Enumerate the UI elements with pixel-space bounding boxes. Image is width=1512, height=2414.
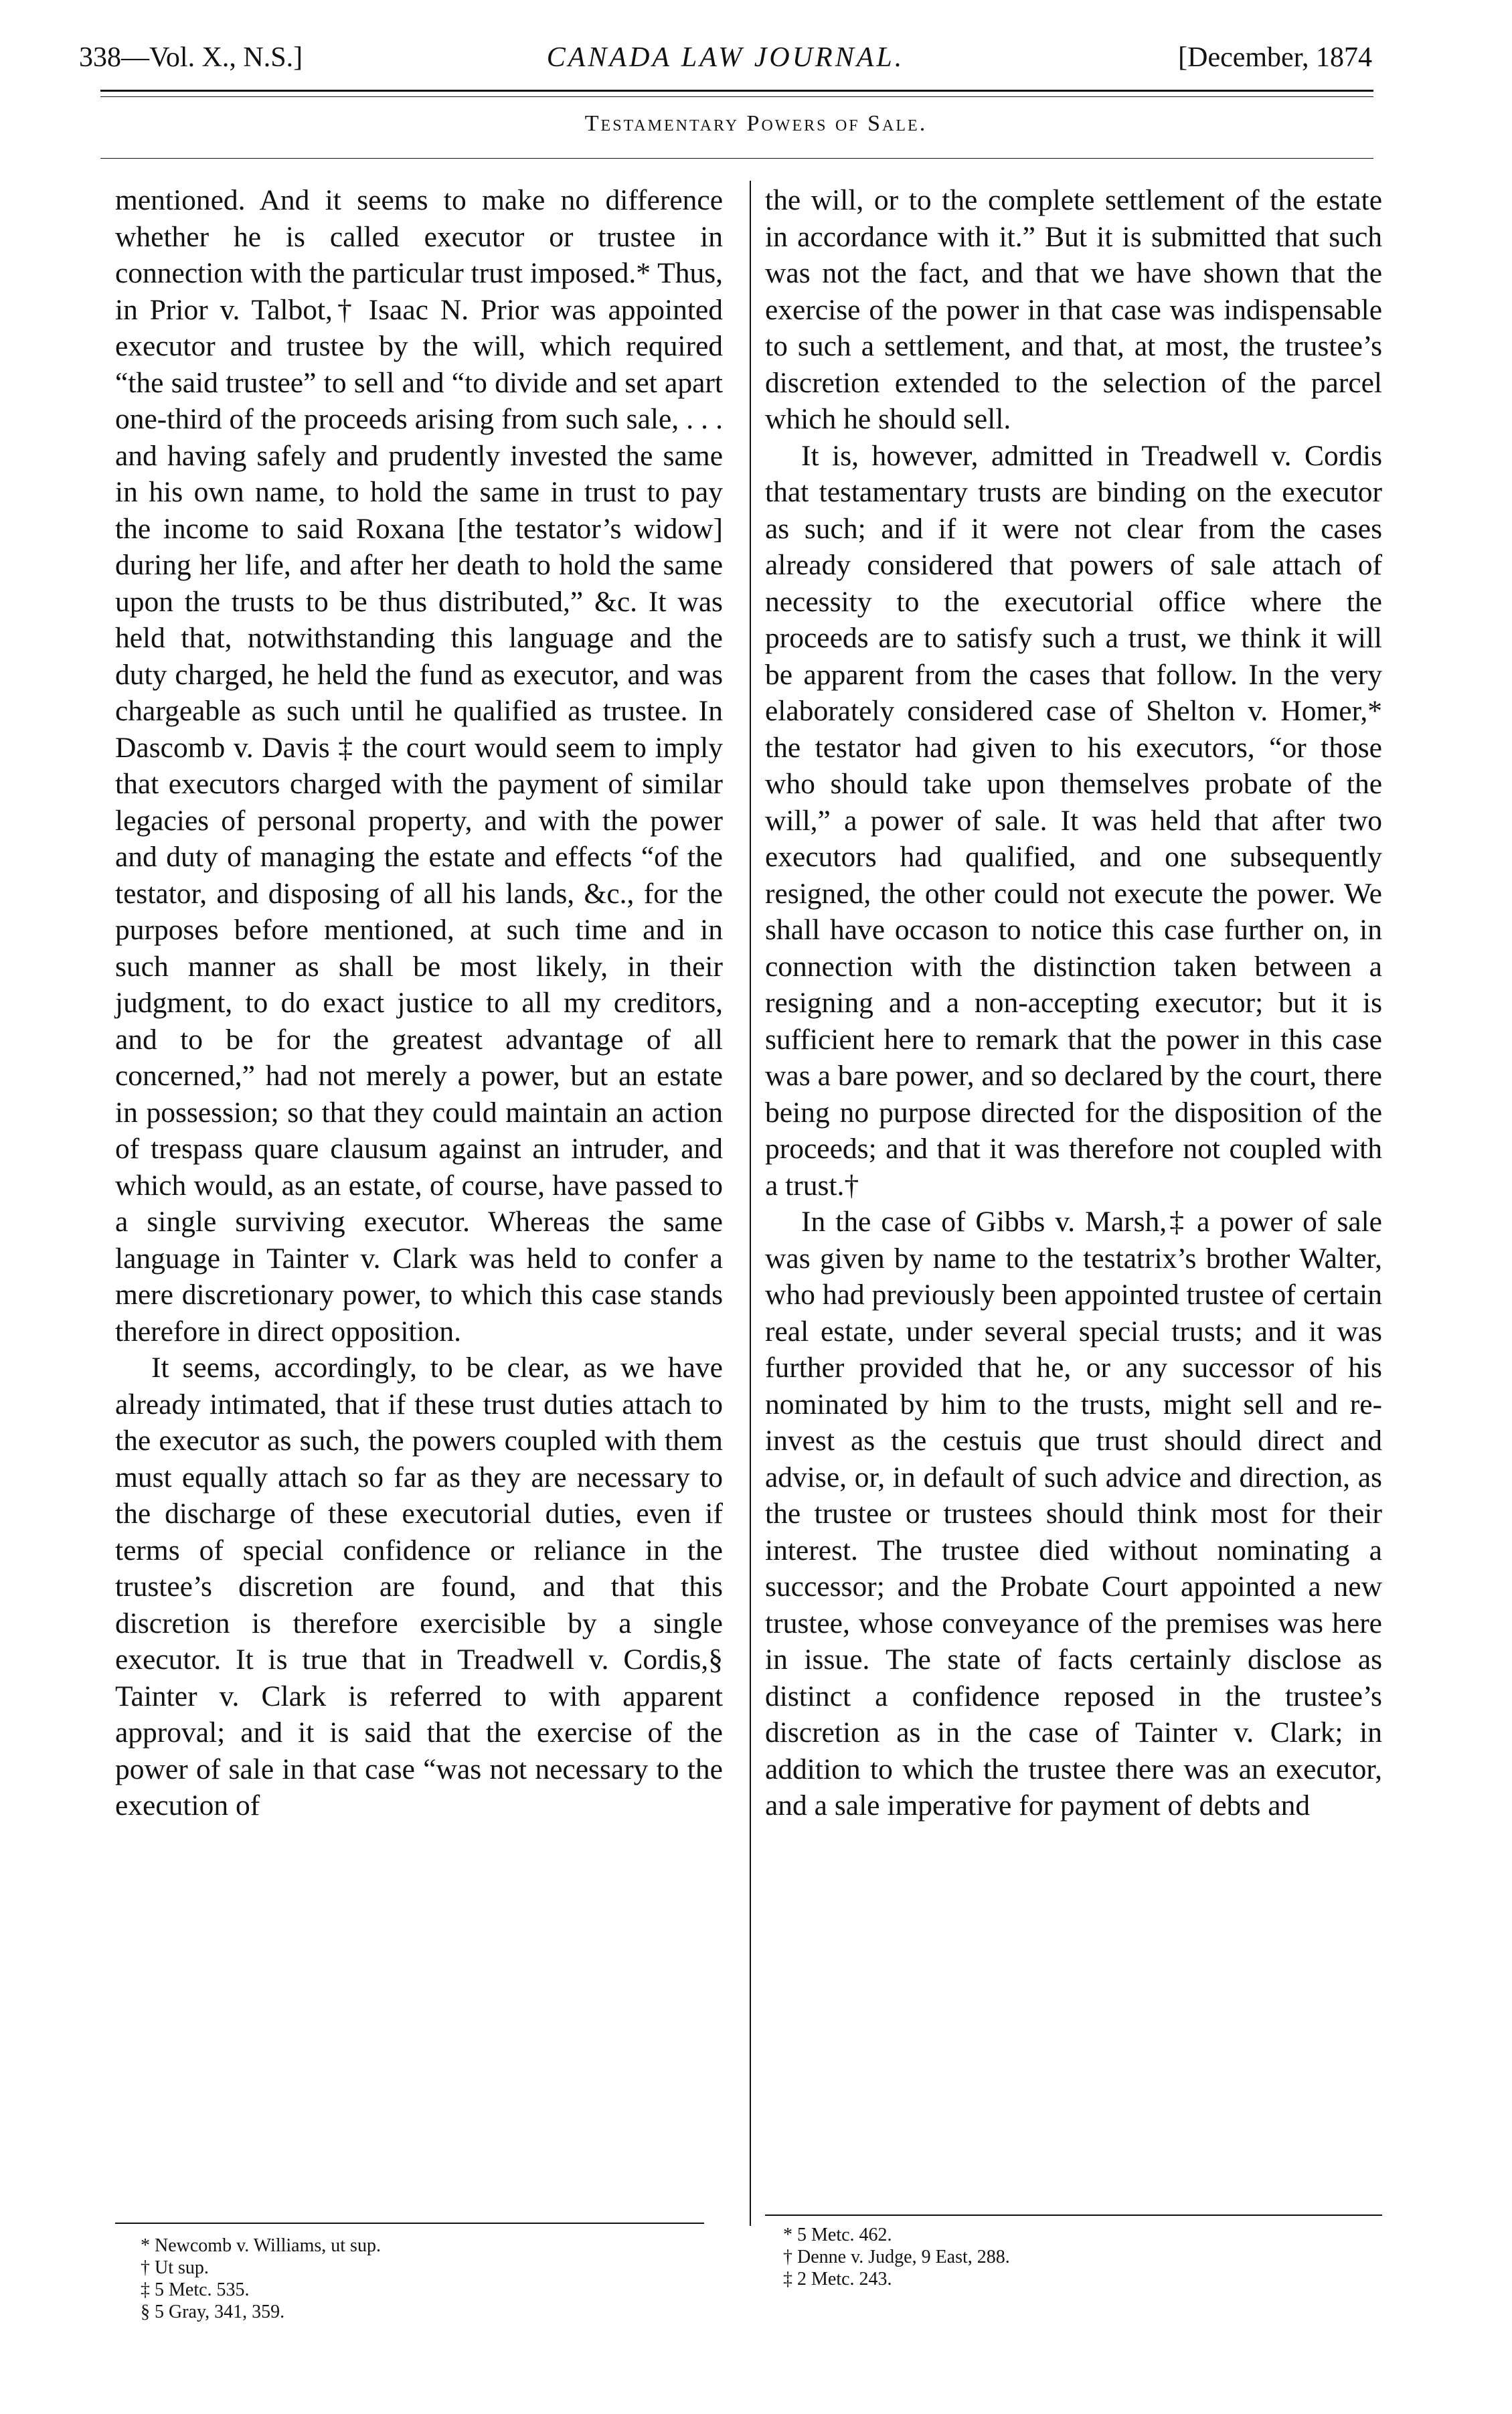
- right-column: [765, 182, 1382, 1824]
- journal-title: CANADA LAW JOURNAL.: [546, 42, 905, 73]
- footnote: ‡ 5 Metc. 535.: [141, 2279, 250, 2300]
- left-column: [115, 182, 723, 1824]
- right-footnote-rule: [765, 2215, 1382, 2216]
- footnote: † Denne v. Judge, 9 East, 288.: [783, 2247, 1010, 2267]
- right-paragraph-2: It is, however, admitted in Treadwell v. Cordis that testamentary trusts are binding on the executor as such; and if it were not clear from the cases already considered that powers of sale attach of necessity to the executorial office where the proceeds are to satisfy such a trust, we think it will be apparent from the cases that follow. In the very elaborately considered case of Shelton v. Homer,* the testator had given to his executors, “or those who should take upon themselves probate of the will,” a power of sale. It was held that after two executors had qualified, and one subsequently resigned, the other could not execute the power. We shall have occason to notice this case further on, in connection with the distinction taken between a resigning and a non-accepting executor; but it is sufficient here to remark that the power in this case was a bare power, and so declared by the court, there being no purpose directed for the disposition of the proceeds; and that it was therefore not coupled with a trust.†: [765, 439, 1382, 1202]
- footnote: § 5 Gray, 341, 359.: [141, 2302, 285, 2322]
- running-header: [79, 42, 1372, 88]
- left-footnote-rule: [115, 2223, 704, 2224]
- right-paragraph-1: the will, or to the complete settlement of the estate in accordance with it.” But it is submitted that such was not the fact, and that we have shown that the exercise of the power in that case was indispensable to such a settlement, and that, at most, the trustee’s discretion extended to the selection of the parcel which he should sell.: [765, 184, 1382, 435]
- page-number-volume: 338—Vol. X., N.S.]: [79, 42, 303, 73]
- left-footnotes: [141, 2235, 381, 2323]
- column-divider: [750, 181, 751, 2226]
- footnote: ‡ 2 Metc. 243.: [783, 2269, 892, 2289]
- left-paragraph-2: It seems, accordingly, to be clear, as we have already intimated, that if these trust duties attach to the executor as such, the powers coupled with them must equally attach so far as they are necessary to the discharge of these executorial duties, even if terms of special confidence or reliance in the trustee’s discretion are found, and that this discretion is therefore exercisible by a single executor. It is true that in Treadwell v. Cordis,§ Tainter v. Clark is referred to with apparent approval; and it is said that the exercise of the power of sale in that case “was not necessary to the execution of: [115, 1352, 723, 1822]
- footnote: * Newcomb v. Williams, ut sup.: [141, 2235, 381, 2256]
- title-rule: [100, 158, 1373, 159]
- footnote: * 5 Metc. 462.: [783, 2225, 892, 2245]
- right-paragraph-3: In the case of Gibbs v. Marsh,‡ a power of sale was given by name to the testatrix’s brother Walter, who had previously been appointed trustee of certain real estate, under several special trusts; and it was further provided that he, or any successor of his nominated by him to the trusts, might sell and re-invest as the cestuis que trust should direct and advise, or, in default of such advice and direction, as the trustee or trustees should think most for their interest. The trustee died without nominating a successor; and the Probate Court appointed a new trustee, whose conveyance of the premises was here in issue. The state of facts certainly disclose as distinct a confidence reposed in the trustee’s discretion as in the case of Tainter v. Clark; in addition to which the trustee there was an executor, and a sale imperative for payment of debts and: [765, 1206, 1382, 1822]
- header-rule-top: [100, 90, 1373, 92]
- left-paragraph-1: mentioned. And it seems to make no difference whether he is called executor or trustee in connection with the particular trust imposed.* Thus, in Prior v. Talbot,† Isaac N. Prior was appointed executor and trustee by the will, which required “the said trustee” to sell and “to divide and set apart one-third of the proceeds arising from such sale, . . . and having safely and prudently invested the same in his own name, to hold the same in trust to pay the income to said Roxana [the testator’s widow] during her life, and after her death to hold the same upon the trusts to be thus distributed,” &c. It was held that, notwithstanding this language and the duty charged, he held the fund as executor, and was chargeable as such until he qualified as trustee. In Dascomb v. Davis ‡ the court would seem to imply that executors charged with the payment of similar legacies of personal property, and with the power and duty of managing the estate and effects “of the testator, and disposing of all his lands, &c., for the purposes before mentioned, at such time and in such manner as shall be most likely, in their judgment, to do exact justice to all my creditors, and to be for the greatest advantage of all concerned,” had not merely a power, but an estate in possession; so that they could maintain an action of trespass quare clausum against an intruder, and which would, as an estate, of course, have passed to a single surviving executor. Whereas the same language in Tainter v. Clark was held to confer a mere discretionary power, to which this case stands therefore in direct opposition.: [115, 184, 723, 1348]
- right-footnotes: [783, 2224, 1010, 2290]
- header-rule-bottom: [100, 96, 1373, 97]
- issue-date: [December, 1874: [1178, 42, 1372, 73]
- footnote: † Ut sup.: [141, 2257, 209, 2278]
- section-title: Testamentary Powers of Sale.: [584, 111, 928, 136]
